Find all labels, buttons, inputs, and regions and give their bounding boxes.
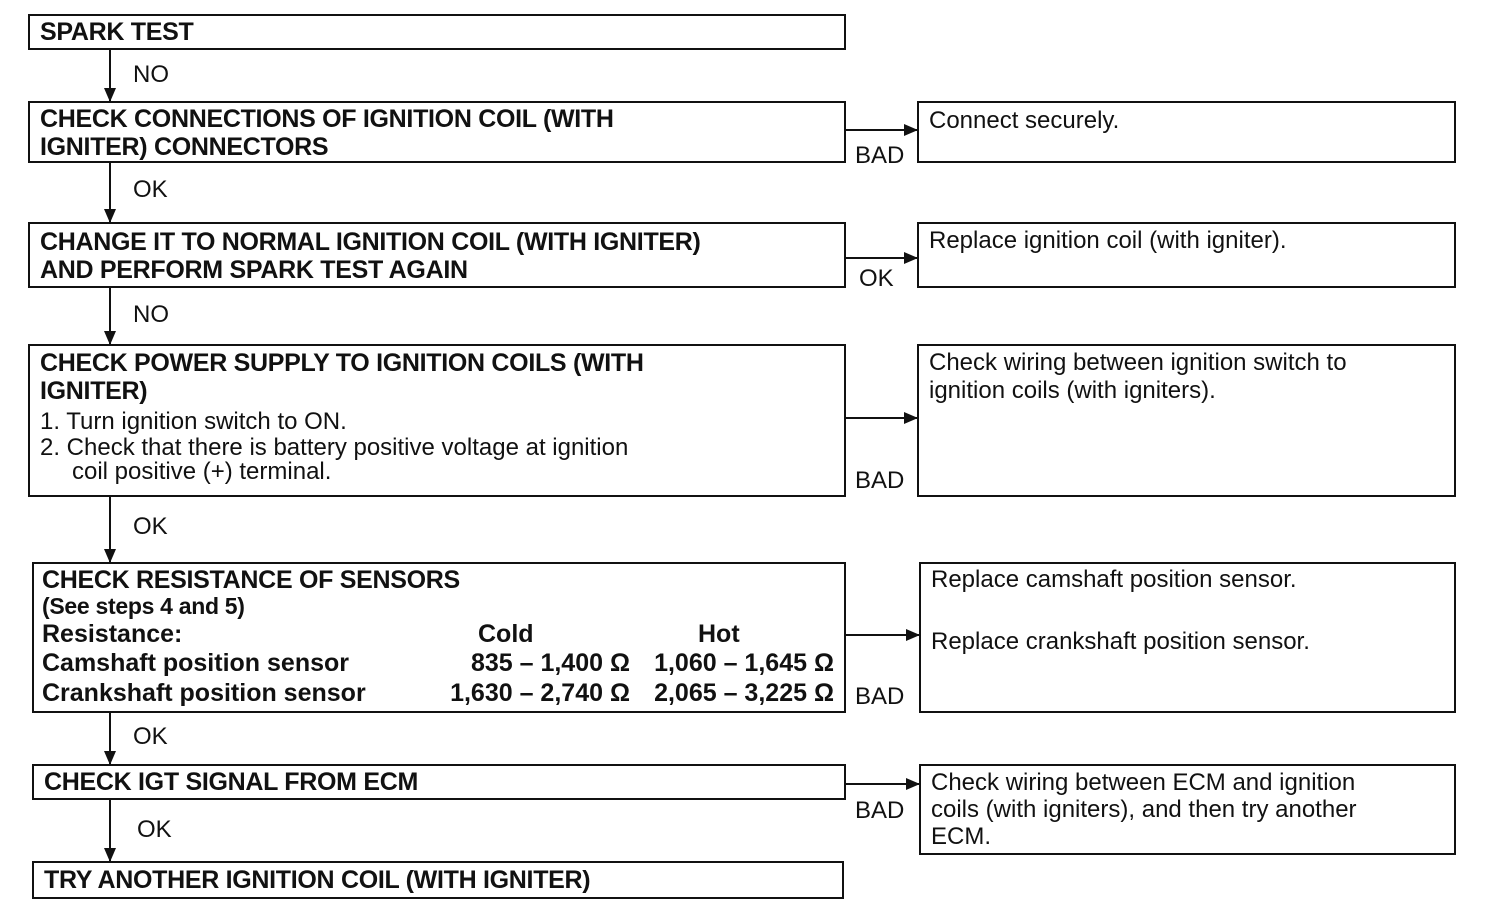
hot-value: 2,065 – 3,225 Ω xyxy=(654,679,834,707)
cold-value: 835 – 1,400 Ω xyxy=(470,649,630,677)
action-replace-coil xyxy=(917,222,1456,288)
resistance-label: Resistance: xyxy=(42,620,183,648)
label-ok: OK xyxy=(133,513,168,540)
step-spark-test xyxy=(28,14,846,50)
action-text-line: ECM. xyxy=(931,823,991,850)
column-header-cold: Cold xyxy=(478,620,534,648)
action-text-line: Connect securely. xyxy=(929,107,1120,134)
action-check-wiring-ecm xyxy=(919,764,1456,855)
step-text-line: CHANGE IT TO NORMAL IGNITION COIL (WITH IGNITER) xyxy=(40,228,701,256)
procedure-item-continued: coil positive (+) terminal. xyxy=(72,458,332,485)
label-bad: BAD xyxy=(855,797,905,824)
label-bad: BAD xyxy=(855,467,905,494)
step-check-igt xyxy=(32,764,846,800)
step-text-line: CHECK RESISTANCE OF SENSORS xyxy=(42,566,460,594)
label-ok: OK xyxy=(133,176,168,203)
action-text-line: Check wiring between ignition switch to xyxy=(929,349,1347,376)
step-check-connections xyxy=(28,101,846,163)
procedure-item: 1. Turn ignition switch to ON. xyxy=(40,408,347,435)
hot-value: 1,060 – 1,645 Ω xyxy=(654,649,834,677)
step-check-power xyxy=(28,344,846,497)
label-bad: BAD xyxy=(855,142,905,169)
label-ok: OK xyxy=(859,265,894,292)
step-text-line: CHECK IGT SIGNAL FROM ECM xyxy=(44,768,418,796)
action-text-line: Replace camshaft position sensor. xyxy=(931,566,1297,593)
step-try-another xyxy=(32,861,844,899)
step-check-resistance xyxy=(32,562,846,713)
action-replace-sensors xyxy=(919,562,1456,713)
label-ok: OK xyxy=(133,723,168,750)
action-check-wiring-switch xyxy=(917,344,1456,497)
procedure-item: 2. Check that there is battery positive voltage at ignition xyxy=(40,434,629,461)
action-text-line: coils (with igniters), and then try another xyxy=(931,796,1357,823)
action-text-line: Check wiring between ECM and ignition xyxy=(931,769,1356,796)
label-no: NO xyxy=(133,61,169,88)
step-text-line: TRY ANOTHER IGNITION COIL (WITH IGNITER) xyxy=(44,866,591,894)
action-text-line: ignition coils (with igniters). xyxy=(929,377,1216,404)
label-no: NO xyxy=(133,301,169,328)
step-text-line: IGNITER) xyxy=(40,377,148,405)
action-text-line: Replace crankshaft position sensor. xyxy=(931,628,1310,655)
step-text-line: AND PERFORM SPARK TEST AGAIN xyxy=(40,256,468,284)
label-ok: OK xyxy=(137,816,172,843)
label-bad: BAD xyxy=(855,683,905,710)
sensor-name: Crankshaft position sensor xyxy=(42,679,366,707)
step-text-line: CHECK POWER SUPPLY TO IGNITION COILS (WITH xyxy=(40,349,644,377)
step-text-line: CHECK CONNECTIONS OF IGNITION COIL (WITH xyxy=(40,105,614,133)
action-text-line: Replace ignition coil (with igniter). xyxy=(929,227,1287,254)
step-text-line: IGNITER) CONNECTORS xyxy=(40,133,329,161)
step-change-coil xyxy=(28,222,846,288)
action-connect xyxy=(917,101,1456,163)
cold-value: 1,630 – 2,740 Ω xyxy=(450,679,630,707)
sensor-name: Camshaft position sensor xyxy=(42,649,349,677)
step-text-line: (See steps 4 and 5) xyxy=(42,593,245,619)
step-spark-test-text: SPARK TEST xyxy=(40,18,194,46)
column-header-hot: Hot xyxy=(698,620,740,648)
